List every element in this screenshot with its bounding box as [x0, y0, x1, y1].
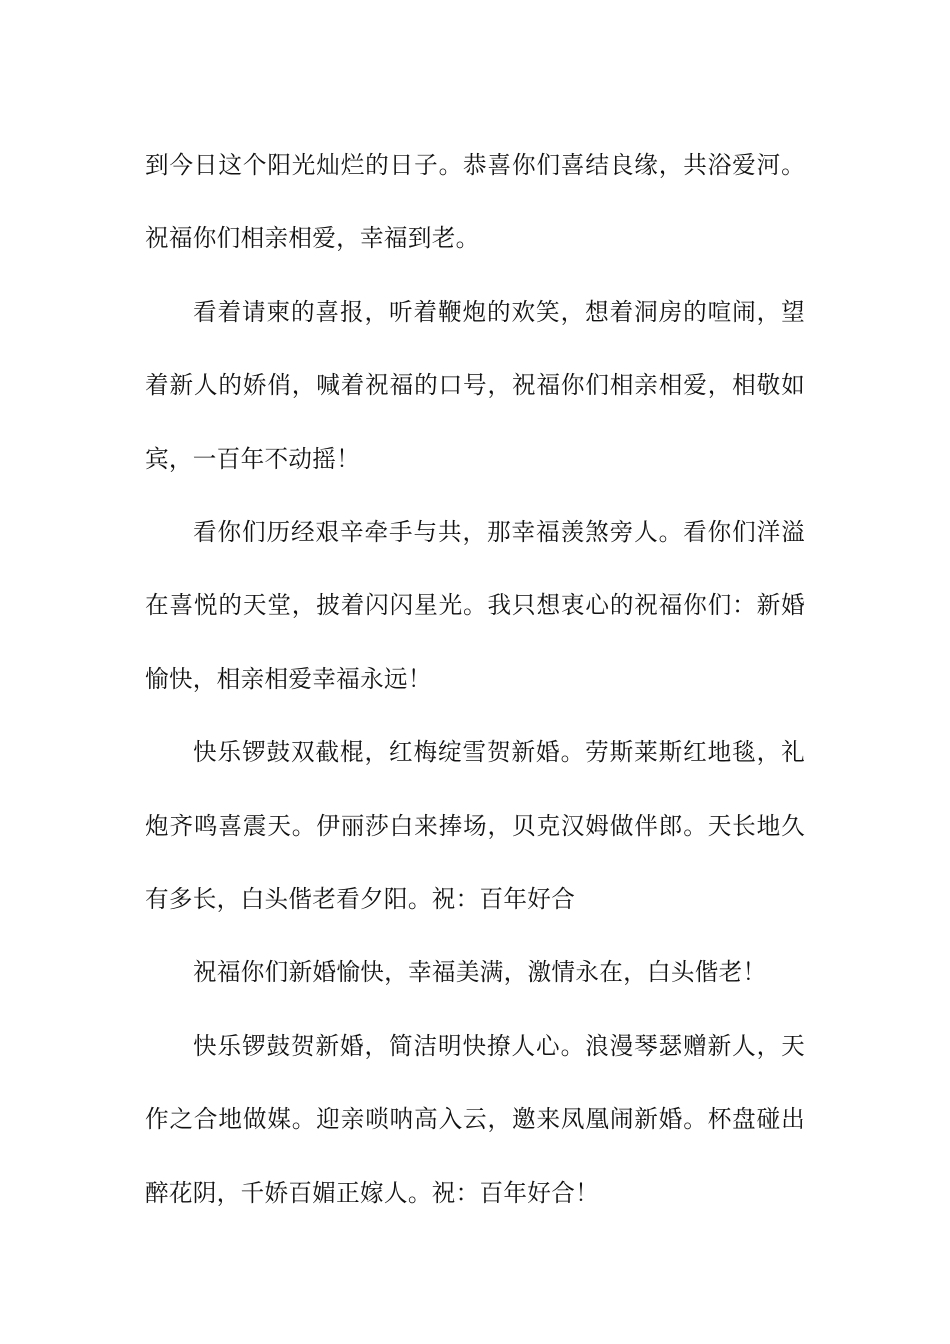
document-body [145, 129, 805, 1230]
paragraph-blessing-1: 看着请柬的喜报，听着鞭炮的欢笑，想着洞房的喧闹，望着新人的娇俏，喊着祝福的口号，祝福你们相亲相爱，相敬如宾，一百年不动摇！ [145, 297, 805, 473]
paragraph-blessing-4: 祝福你们新婚愉快，幸福美满，激情永在，白头偕老！ [193, 958, 767, 987]
paragraph-blessing-5: 快乐锣鼓贺新婚，简洁明快撩人心。浪漫琴瑟赠新人，天作之合地做媒。迎亲唢呐高入云，邀来凤凰闹新婚。杯盘碰出醉花阴，千娇百媚正嫁人。祝：百年好合！ [145, 1031, 805, 1207]
paragraph-continuation: 到今日这个阳光灿烂的日子。恭喜你们喜结良缘，共浴爱河。祝福你们相亲相爱，幸福到老。 [145, 151, 805, 253]
paragraph-blessing-3: 快乐锣鼓双截棍，红梅绽雪贺新婚。劳斯莱斯红地毯，礼炮齐鸣喜震天。伊丽莎白来捧场，贝克汉姆做伴郎。天长地久有多长，白头偕老看夕阳。祝：百年好合 [145, 738, 805, 914]
paragraph-blessing-2: 看你们历经艰辛牵手与共，那幸福羡煞旁人。看你们洋溢在喜悦的天堂，披着闪闪星光。我只想衷心的祝福你们：新婚愉快，相亲相爱幸福永远！ [145, 518, 805, 693]
